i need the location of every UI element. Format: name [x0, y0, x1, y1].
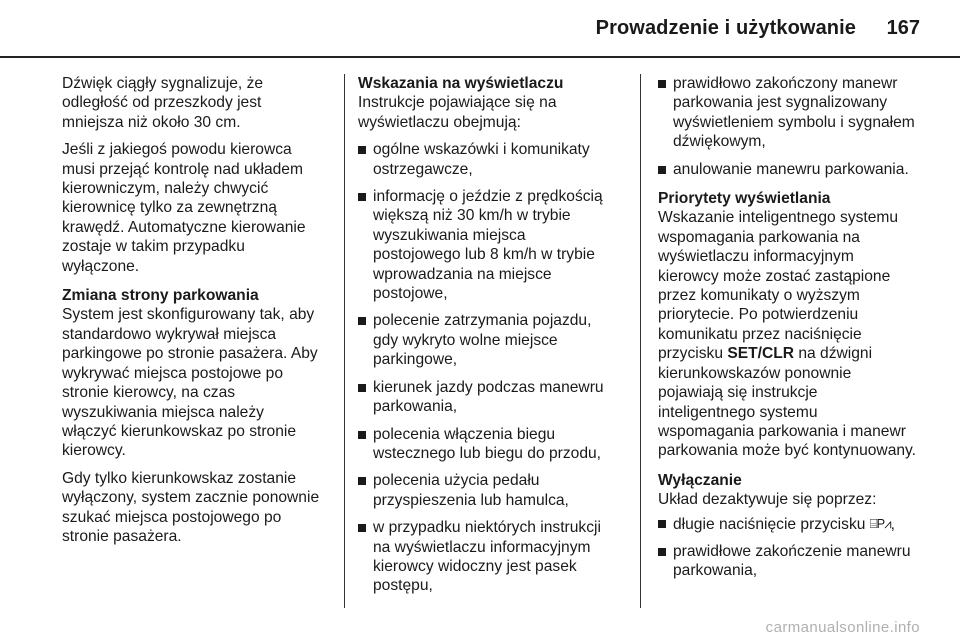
text-line: Instrukcje pojawiające się na: [358, 94, 557, 112]
page-number: 167: [886, 17, 920, 39]
paragraph: [658, 208, 930, 460]
text-line: [658, 344, 930, 363]
section-display-priorities: [658, 189, 930, 461]
text-line: parkingowe,: [373, 351, 458, 369]
section-heading: Zmiana strony parkowania: [62, 287, 259, 305]
text-line: na wyświetlaczu informacyjnym: [373, 538, 591, 556]
text-line: zostaje w takim przypadku: [62, 238, 245, 256]
text-line: Układ dezaktywuje się poprzez:: [658, 491, 877, 509]
text-line: wyświetlaczu informacyjnym: [658, 248, 854, 266]
text-line: wyszukiwania miejsca należy: [62, 403, 264, 421]
text-line: kierowcy widoczny jest pasek: [373, 557, 577, 575]
text-line: prawidłowo zakończony manewr: [673, 75, 898, 92]
text-line: większą niż 30 km/h w trybie: [373, 207, 571, 225]
text-line: priorytecie. Po potwierdzeniu: [658, 306, 859, 324]
text-line: polecenia użycia pedału: [373, 472, 540, 490]
text-line: pojawiają się instrukcje: [658, 384, 818, 402]
text-line: parkowania może być kontynuowany.: [658, 442, 917, 460]
text-line: Dźwięk ciągły sygnalizuje, że: [62, 75, 264, 92]
text-line: wyszukiwania miejsca: [373, 226, 526, 244]
bullet-icon: [658, 520, 666, 528]
set-clr-button-label: SET/CLR: [727, 345, 795, 363]
text-line: kierowniczym, należy chwycić: [62, 180, 269, 198]
watermark: carmanualsonline.info: [765, 619, 920, 636]
text-line: informację o jeździe z prędkością: [373, 188, 603, 206]
text-line: mniejsza niż około 30 cm.: [62, 113, 241, 131]
text-line: kierowcy.: [62, 442, 126, 460]
bullet-icon: [358, 524, 366, 532]
bullet-icon: [358, 317, 366, 325]
text-line: polecenia włączenia biegu: [373, 425, 556, 443]
text-line: wprowadzania na miejsce: [373, 265, 552, 283]
list-item: [358, 518, 632, 596]
list-item: [358, 471, 632, 510]
list-item: [658, 160, 930, 179]
bullet-icon: [358, 146, 366, 154]
text-line: wyłączony, system zacznie ponownie: [62, 489, 320, 507]
list-item: [658, 74, 930, 152]
text-line: wspomagania parkowania i manewr: [658, 422, 906, 440]
text-line: prawidłowe zakończenie manewru: [673, 542, 911, 560]
text-line: krawędź. Automatyczne kierowanie: [62, 218, 306, 236]
paragraph: [62, 469, 334, 547]
text-fragment: ,: [890, 515, 895, 533]
text-line: postojowe,: [373, 285, 448, 303]
paragraph: [658, 490, 930, 509]
bullet-icon: [358, 477, 366, 485]
list-item: [658, 514, 930, 534]
text-line: przyspieszenia lub hamulca,: [373, 491, 569, 509]
text-line: parkowania,: [373, 398, 458, 416]
text-line: postępu,: [373, 577, 433, 595]
section-heading: Wyłączanie: [658, 471, 742, 489]
text-line: ogólne wskazówki i komunikaty: [373, 141, 590, 159]
section-deactivation: [658, 471, 930, 581]
text-line: szukać miejsca postojowego po: [62, 508, 282, 526]
text-fragment: na dźwigni: [794, 345, 873, 363]
text-line: przez komunikaty o wyższym: [658, 287, 860, 305]
text-line: System jest skonfigurowany tak, aby: [62, 306, 315, 324]
text-line: w przypadku niektórych instrukcji: [373, 519, 601, 537]
page-header: [0, 0, 960, 58]
text-fragment: długie naciśnięcie przycisku: [673, 515, 870, 533]
text-line: Jeśli z jakiegoś powodu kierowca: [62, 141, 292, 159]
list-item: [358, 140, 632, 179]
text-line: [673, 514, 930, 534]
text-line: dźwiękowym,: [673, 133, 766, 151]
text-line: kierowcy może zostać zastąpione: [658, 267, 891, 285]
text-line: stronie pasażera.: [62, 527, 182, 545]
section-heading: Wskazania na wyświetlaczu: [358, 75, 564, 92]
bullet-icon: [358, 193, 366, 201]
text-line: parkowania,: [673, 562, 758, 580]
paragraph: [62, 305, 334, 460]
bullet-icon: [658, 80, 666, 88]
text-line: postojowego lub 8 km/h w trybie: [373, 246, 595, 264]
bullet-icon: [658, 166, 666, 174]
column-2: [358, 74, 632, 604]
page-title: Prowadzenie i użytkowanie: [595, 17, 856, 39]
text-line: wyłączone.: [62, 257, 140, 275]
text-line: odległość od przeszkody jest: [62, 94, 262, 112]
text-line: gdy wykryto wolne miejsce: [373, 331, 558, 349]
column-divider-2: [640, 74, 641, 608]
text-line: wykrywać miejsca postojowe po: [62, 364, 283, 382]
text-line: włączyć kierunkowskaz po stronie: [62, 422, 296, 440]
text-line: Gdy tylko kierunkowskaz zostanie: [62, 469, 297, 487]
text-line: wyświetlaczu obejmują:: [358, 113, 521, 131]
text-line: parkowania jest sygnalizowany: [673, 94, 888, 112]
text-line: ostrzegawcze,: [373, 160, 473, 178]
column-divider-1: [344, 74, 345, 608]
text-line: standardowo wykrywał miejsca: [62, 325, 277, 343]
text-line: kierownicę tylko za zewnętrzną: [62, 199, 277, 217]
column-1: [62, 74, 334, 554]
text-line: wspomagania parkowania na: [658, 228, 860, 246]
text-fragment: przycisku: [658, 345, 728, 363]
text-line: kierunkowskazów ponownie: [658, 364, 852, 382]
text-line: musi przejąć kontrolę nad układem: [62, 160, 303, 178]
list-item: [358, 187, 632, 303]
list-item: [358, 378, 632, 417]
header-divider: [0, 56, 960, 58]
text-line: polecenie zatrzymania pojazdu,: [373, 312, 592, 330]
paragraph-continuous-tone: [62, 74, 334, 132]
list-item: [358, 425, 632, 464]
text-line: inteligentnego systemu: [658, 403, 818, 421]
text-line: Wskazanie inteligentnego systemu: [658, 209, 899, 227]
list-item: [658, 542, 930, 581]
paragraph-steering-control: [62, 140, 334, 276]
parking-assist-button-icon: ⌸P⩘: [869, 515, 891, 531]
paragraph-intro: [358, 93, 632, 132]
text-line: stronie kierowcy, na czas: [62, 384, 236, 402]
section-change-parking-side: [62, 286, 334, 546]
bullet-icon: [358, 384, 366, 392]
section-heading: Priorytety wyświetlania: [658, 190, 831, 208]
bullet-icon: [658, 548, 666, 556]
text-line: wyświetleniem symbolu i sygnałem: [673, 113, 915, 131]
list-item: [358, 311, 632, 369]
column-3: [658, 74, 930, 589]
bullet-icon: [358, 431, 366, 439]
text-line: anulowanie manewru parkowania.: [673, 160, 909, 178]
text-line: komunikatu przez naciśnięcie: [658, 325, 862, 343]
text-line: parkingowe po stronie pasażera. Aby: [62, 345, 318, 363]
text-line: wstecznego lub biegu do przodu,: [373, 444, 601, 462]
text-line: kierunek jazdy podczas manewru: [373, 378, 604, 396]
